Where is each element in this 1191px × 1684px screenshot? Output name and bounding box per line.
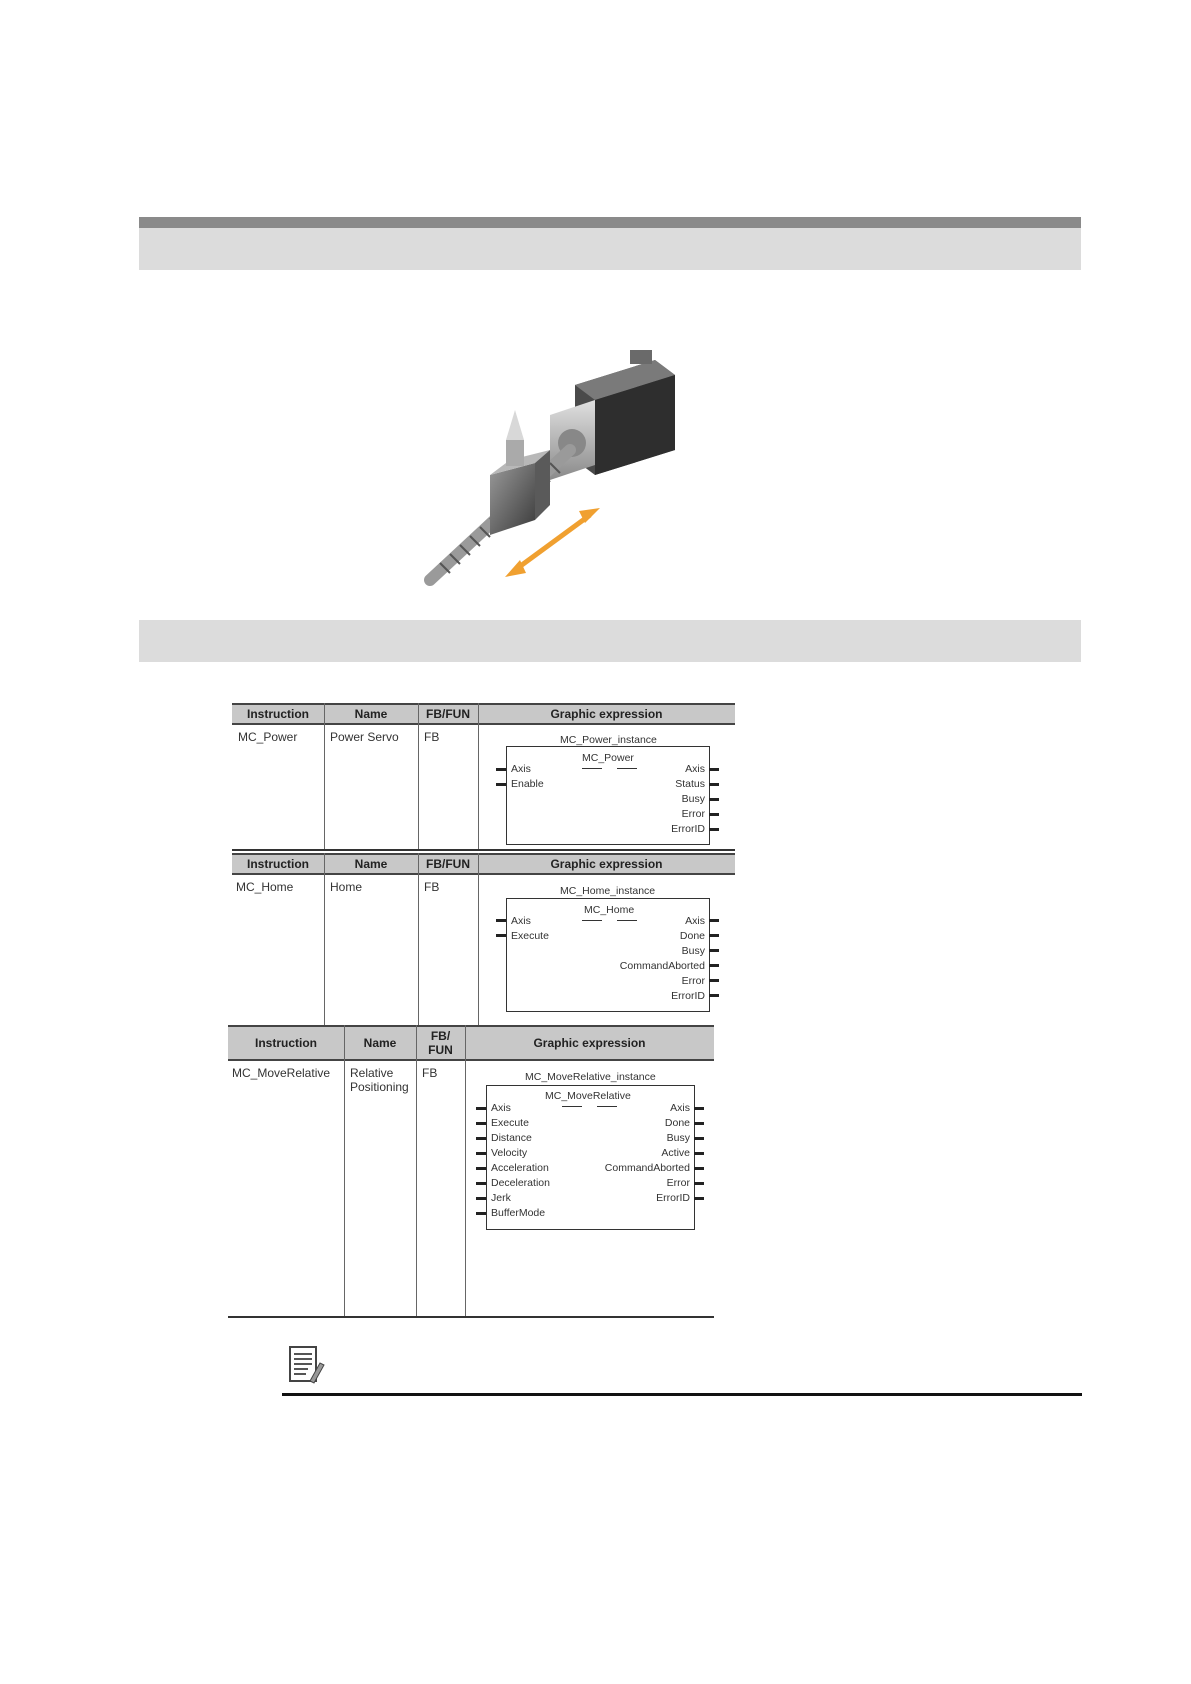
header-graphic: Graphic expression (550, 707, 663, 721)
pin (694, 1122, 704, 1125)
column-divider (418, 853, 419, 1025)
pin (694, 1152, 704, 1155)
fb-output: Done (664, 1117, 690, 1129)
pin (496, 934, 506, 937)
fb-title: MC_Home (584, 904, 635, 916)
fb-title-dash (617, 768, 637, 769)
column-divider (478, 703, 479, 850)
table-mc-power (232, 703, 735, 850)
fb-output: CommandAborted (604, 1162, 690, 1174)
fb-title: MC_Power (582, 752, 634, 764)
fb-input: Jerk (491, 1192, 511, 1204)
fb-input: Enable (511, 778, 544, 790)
fb-title-dash (617, 920, 637, 921)
function-block (506, 746, 710, 845)
fb-output: Axis (670, 1102, 690, 1114)
pin (694, 1197, 704, 1200)
pin (694, 1137, 704, 1140)
pin (476, 1152, 486, 1155)
header-name: Name (363, 1036, 397, 1050)
header-fbfun-line2: FUN (428, 1043, 453, 1057)
header-name: Name (354, 707, 388, 721)
fb-output: ErrorID (671, 990, 705, 1002)
fb-output: ErrorID (671, 823, 705, 835)
cell-instruction: MC_Home (236, 880, 294, 894)
fb-input: BufferMode (491, 1207, 546, 1219)
fb-input: Velocity (491, 1147, 528, 1159)
pin (709, 949, 719, 952)
fb-instance-name: MC_MoveRelative_instance (525, 1071, 656, 1083)
section-band-2 (139, 620, 1081, 662)
fb-output: CommandAborted (619, 960, 705, 972)
fb-output: Error (666, 1177, 690, 1189)
fb-input: Distance (491, 1132, 532, 1144)
ball-screw-servo-illustration (420, 345, 685, 600)
fb-input: Acceleration (491, 1162, 549, 1174)
cell-instruction: MC_MoveRelative (232, 1066, 331, 1080)
pin (694, 1167, 704, 1170)
header-fbfun (416, 1027, 465, 1059)
fb-output: ErrorID (656, 1192, 690, 1204)
header-instruction: Instruction (247, 857, 309, 871)
function-block (486, 1085, 695, 1230)
fb-input: Axis (511, 915, 531, 927)
pin (496, 919, 506, 922)
pin (694, 1182, 704, 1185)
pin (709, 964, 719, 967)
cell-fbfun: FB (424, 730, 440, 744)
column-divider (344, 1025, 345, 1316)
header-graphic: Graphic expression (533, 1036, 646, 1050)
fb-title: MC_MoveRelative (545, 1090, 631, 1102)
table-bottom-rule (232, 849, 735, 851)
fb-output: Error (681, 808, 705, 820)
pin (476, 1167, 486, 1170)
function-block (506, 898, 710, 1012)
fb-input: Execute (511, 930, 549, 942)
fb-input: Deceleration (491, 1177, 550, 1189)
cell-fbfun: FB (422, 1066, 438, 1080)
pin (709, 798, 719, 801)
header-name: Name (354, 857, 388, 871)
column-divider (465, 1025, 466, 1316)
column-divider (324, 703, 325, 850)
fb-output: Error (681, 975, 705, 987)
cell-fbfun: FB (424, 880, 440, 894)
additional-information-icon (288, 1345, 326, 1385)
column-divider (418, 703, 419, 850)
pin (476, 1122, 486, 1125)
cell-name-line2: Positioning (350, 1080, 409, 1094)
column-divider (478, 853, 479, 1025)
table-mc-home (232, 853, 735, 1025)
fb-title-dash (597, 1106, 617, 1107)
table-mc-moverelative (228, 1025, 714, 1318)
pin (709, 813, 719, 816)
pin (476, 1107, 486, 1110)
column-divider (416, 1025, 417, 1316)
cell-name: Home (330, 880, 363, 894)
fb-input: Axis (511, 763, 531, 775)
pin (709, 979, 719, 982)
pin (709, 919, 719, 922)
header-instruction: Instruction (255, 1036, 317, 1050)
fb-output: Busy (666, 1132, 690, 1144)
fb-output: Busy (681, 793, 705, 805)
section-top-rule (139, 217, 1081, 228)
table-header (232, 853, 735, 875)
fb-output: Axis (685, 915, 705, 927)
pin (476, 1197, 486, 1200)
cell-name-line1: Relative (350, 1066, 394, 1080)
column-divider (324, 853, 325, 1025)
section-band-1 (139, 228, 1081, 270)
pin (476, 1182, 486, 1185)
fb-title-dash (562, 1106, 582, 1107)
fb-output: Axis (685, 763, 705, 775)
pin (496, 783, 506, 786)
fb-output: Status (675, 778, 705, 790)
header-fbfun-line1: FB/ (430, 1029, 451, 1043)
header-fbfun: FB/FUN (426, 707, 470, 721)
fb-output: Active (661, 1147, 690, 1159)
pin (709, 934, 719, 937)
pin (476, 1212, 486, 1215)
cell-instruction: MC_Power (238, 730, 298, 744)
fb-input: Execute (491, 1117, 529, 1129)
pin (496, 768, 506, 771)
fb-instance-name: MC_Home_instance (560, 885, 656, 897)
table-bottom-rule (228, 1316, 714, 1318)
pin (709, 828, 719, 831)
fb-title-dash (582, 768, 602, 769)
pin (476, 1137, 486, 1140)
table-header (232, 703, 735, 725)
note-rule (282, 1393, 1082, 1396)
fb-input: Axis (491, 1102, 511, 1114)
fb-output: Busy (681, 945, 705, 957)
pin (709, 783, 719, 786)
pin (694, 1107, 704, 1110)
header-fbfun: FB/FUN (426, 857, 470, 871)
pin (709, 768, 719, 771)
fb-output: Done (679, 930, 705, 942)
header-instruction: Instruction (247, 707, 309, 721)
table-header (228, 1025, 714, 1061)
fb-title-dash (582, 920, 602, 921)
cell-name: Power Servo (330, 730, 399, 744)
header-graphic: Graphic expression (550, 857, 663, 871)
pin (709, 994, 719, 997)
fb-instance-name: MC_Power_instance (560, 734, 657, 746)
